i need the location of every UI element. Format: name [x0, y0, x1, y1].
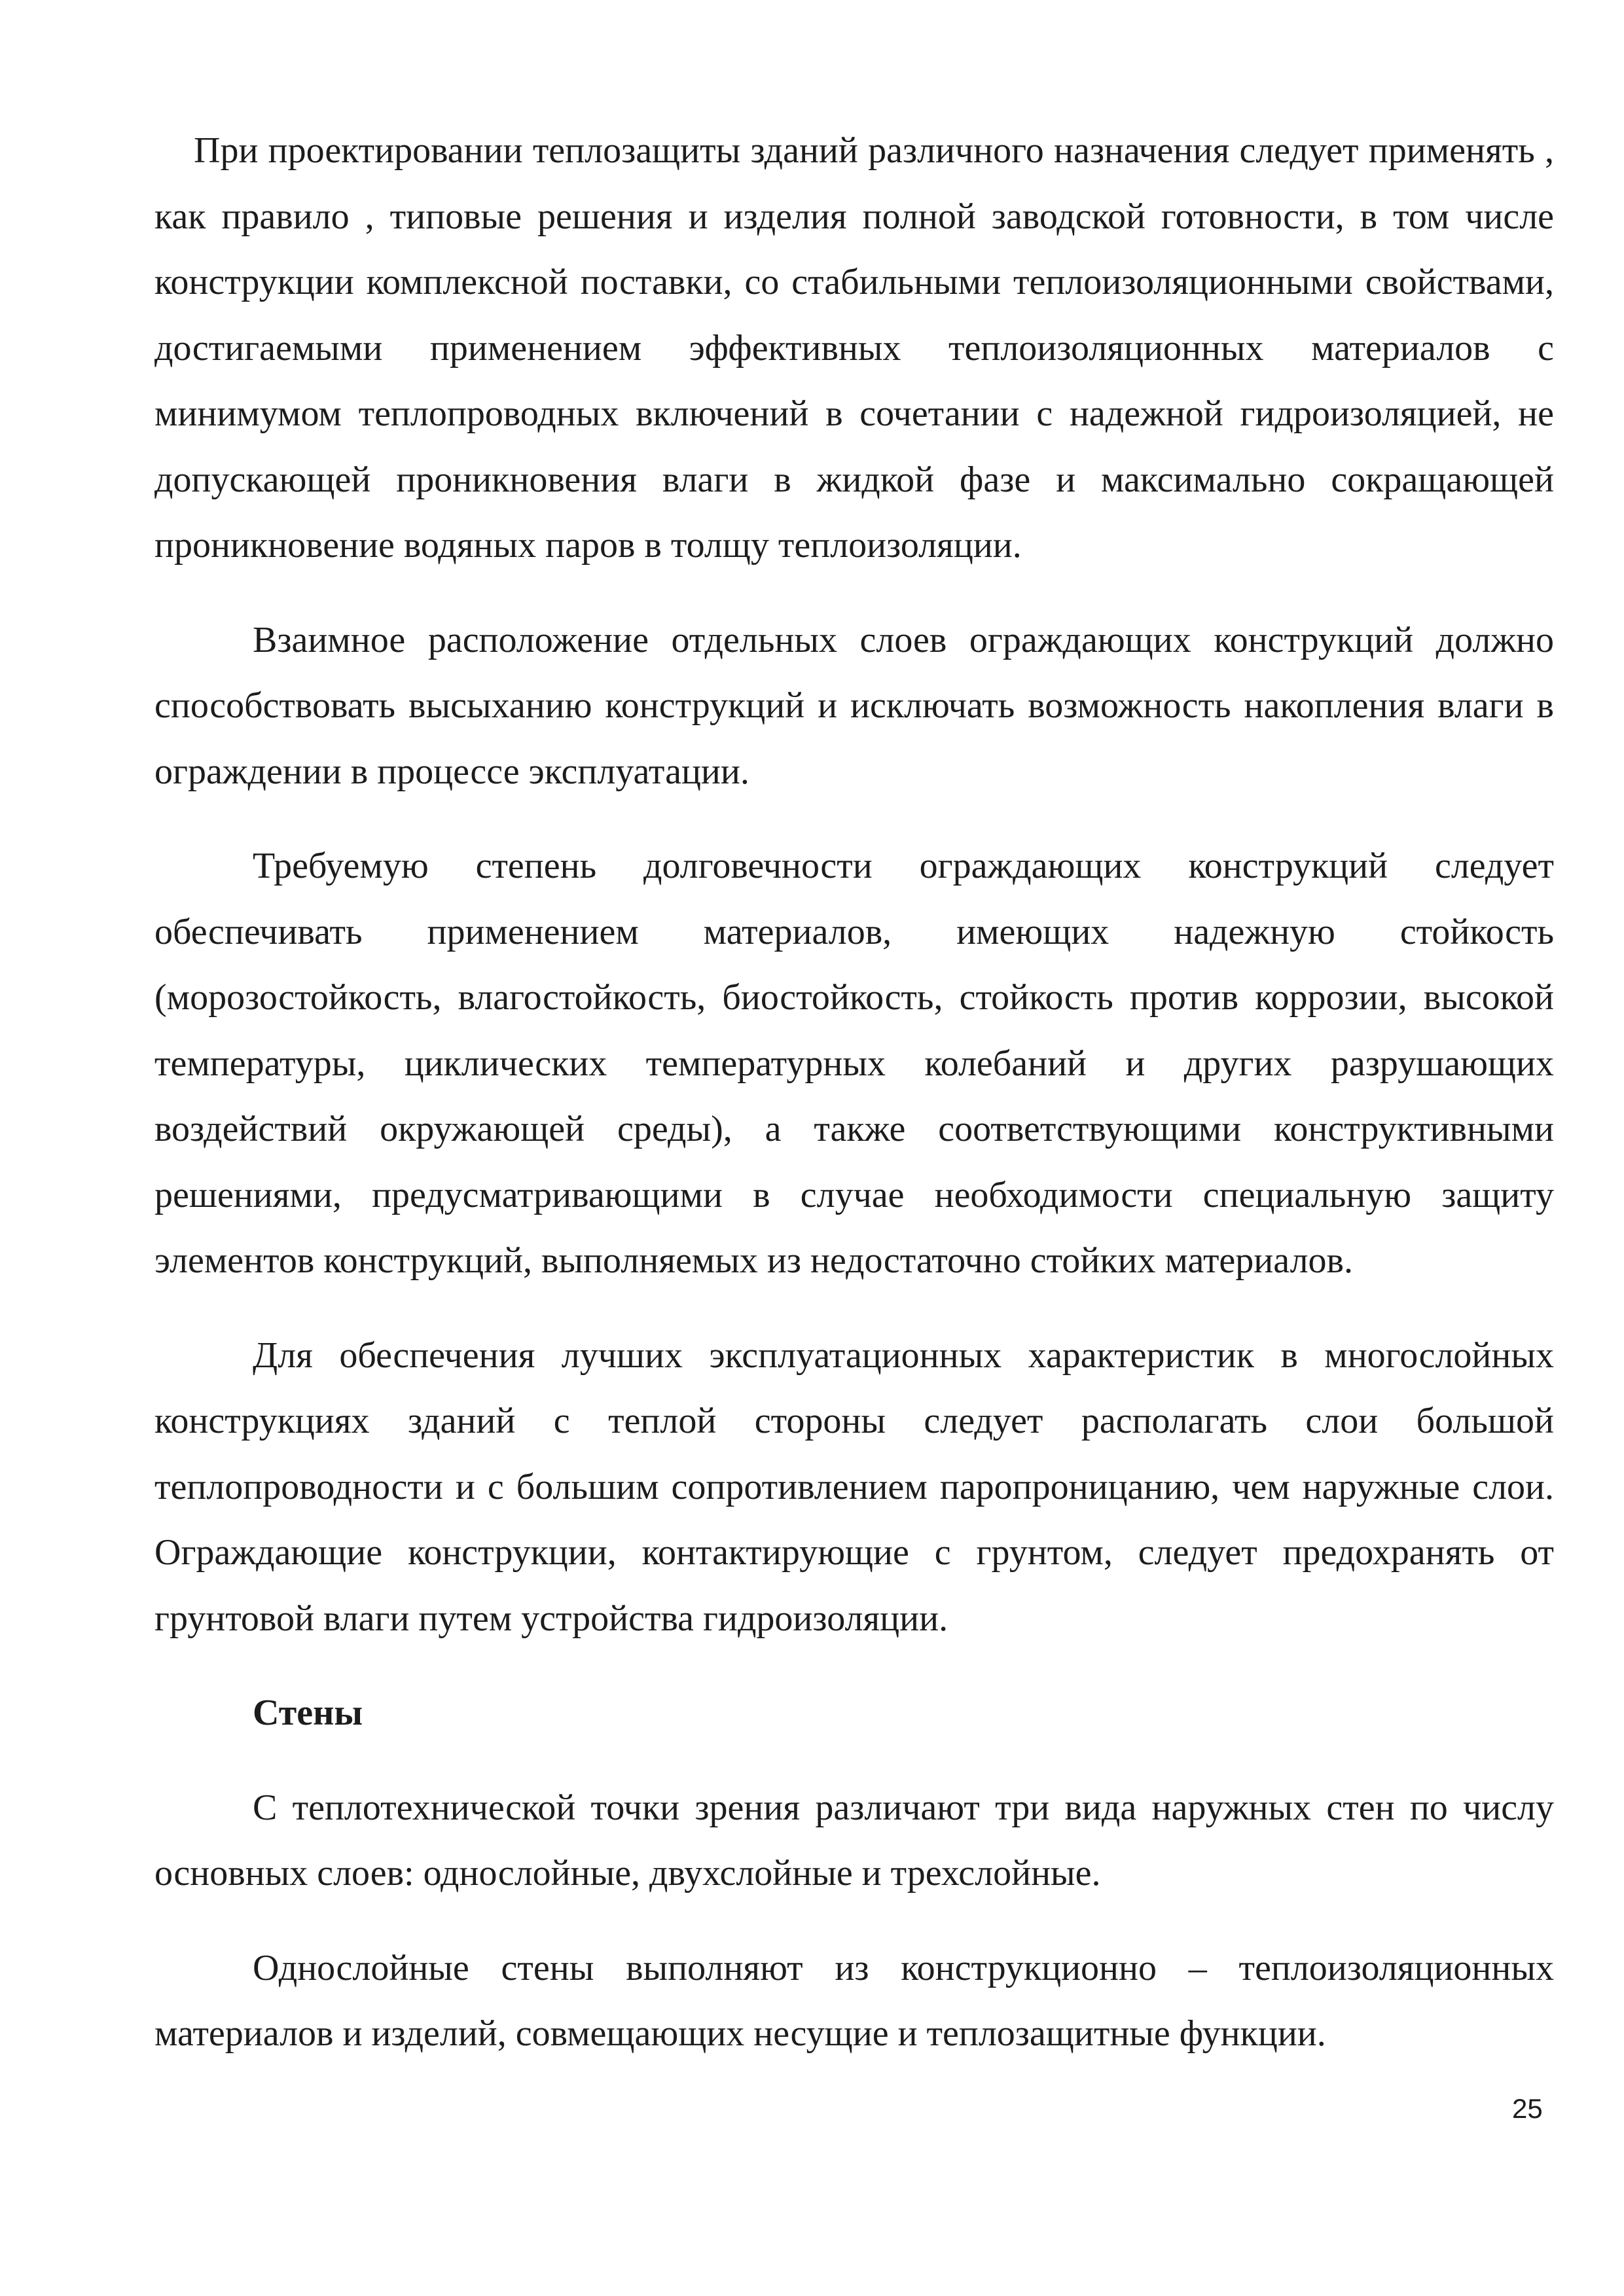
page-number: 25 [1512, 2093, 1543, 2124]
paragraph-single-layer-walls: Однослойные стены выполняют из конструкционно – теплоизоляционных материалов и изделий, совмещающих несущие и теплозащитные функции. [154, 1947, 1554, 2054]
section-heading-walls: Стены [253, 1693, 363, 1733]
paragraph-wall-types: С теплотехнической точки зрения различают три вида наружных стен по числу основных слоев: однослойные, двухслойные и трехслойные. [154, 1787, 1554, 1893]
document-page [154, 118, 1554, 2067]
paragraph-thermal-protection-design: При проектировании теплозащиты зданий различного назначения следует применять , как правило , типовые решения и изделия полной заводской готовности, в том числе конструкции комплексной поставки, со стабильными теплоизоляционными свойствами, достигаемыми применением эффективных теплоизоляционных материалов с минимумом теплопроводных включений в сочетании с надежной гидроизоляцией, не допускающей проникновения влаги в жидкой фазе и максимально сокращающей проникновение водяных паров в толщу теплоизоляции. [154, 130, 1554, 565]
paragraph-multilayer-structures: Для обеспечения лучших эксплуатационных характеристик в многослойных конструкциях зданий с теплой стороны следует располагать слои большой теплопроводности и с большим сопротивлением паропроницанию, чем наружные слои. Ограждающие конструкции, контактирующие с грунтом, следует предохранять от грунтовой влаги путем устройства гидроизоляции. [154, 1335, 1554, 1639]
paragraph-layer-arrangement: Взаимное расположение отдельных слоев ограждающих конструкций должно способствовать высыханию конструкций и исключать возможность накопления влаги в ограждении в процессе эксплуатации. [154, 619, 1554, 792]
paragraph-durability: Требуемую степень долговечности ограждающих конструкций следует обеспечивать применением материалов, имеющих надежную стойкость (морозостойкость, влагостойкость, биостойкость, стойкость против коррозии, высокой температуры, циклических температурных колебаний и других разрушающих воздействий окружающей среды), а также соответствующими конструктивными решениями, предусматривающими в случае необходимости специальную защиту элементов конструкций, выполняемых из недостаточно стойких материалов. [154, 846, 1554, 1281]
